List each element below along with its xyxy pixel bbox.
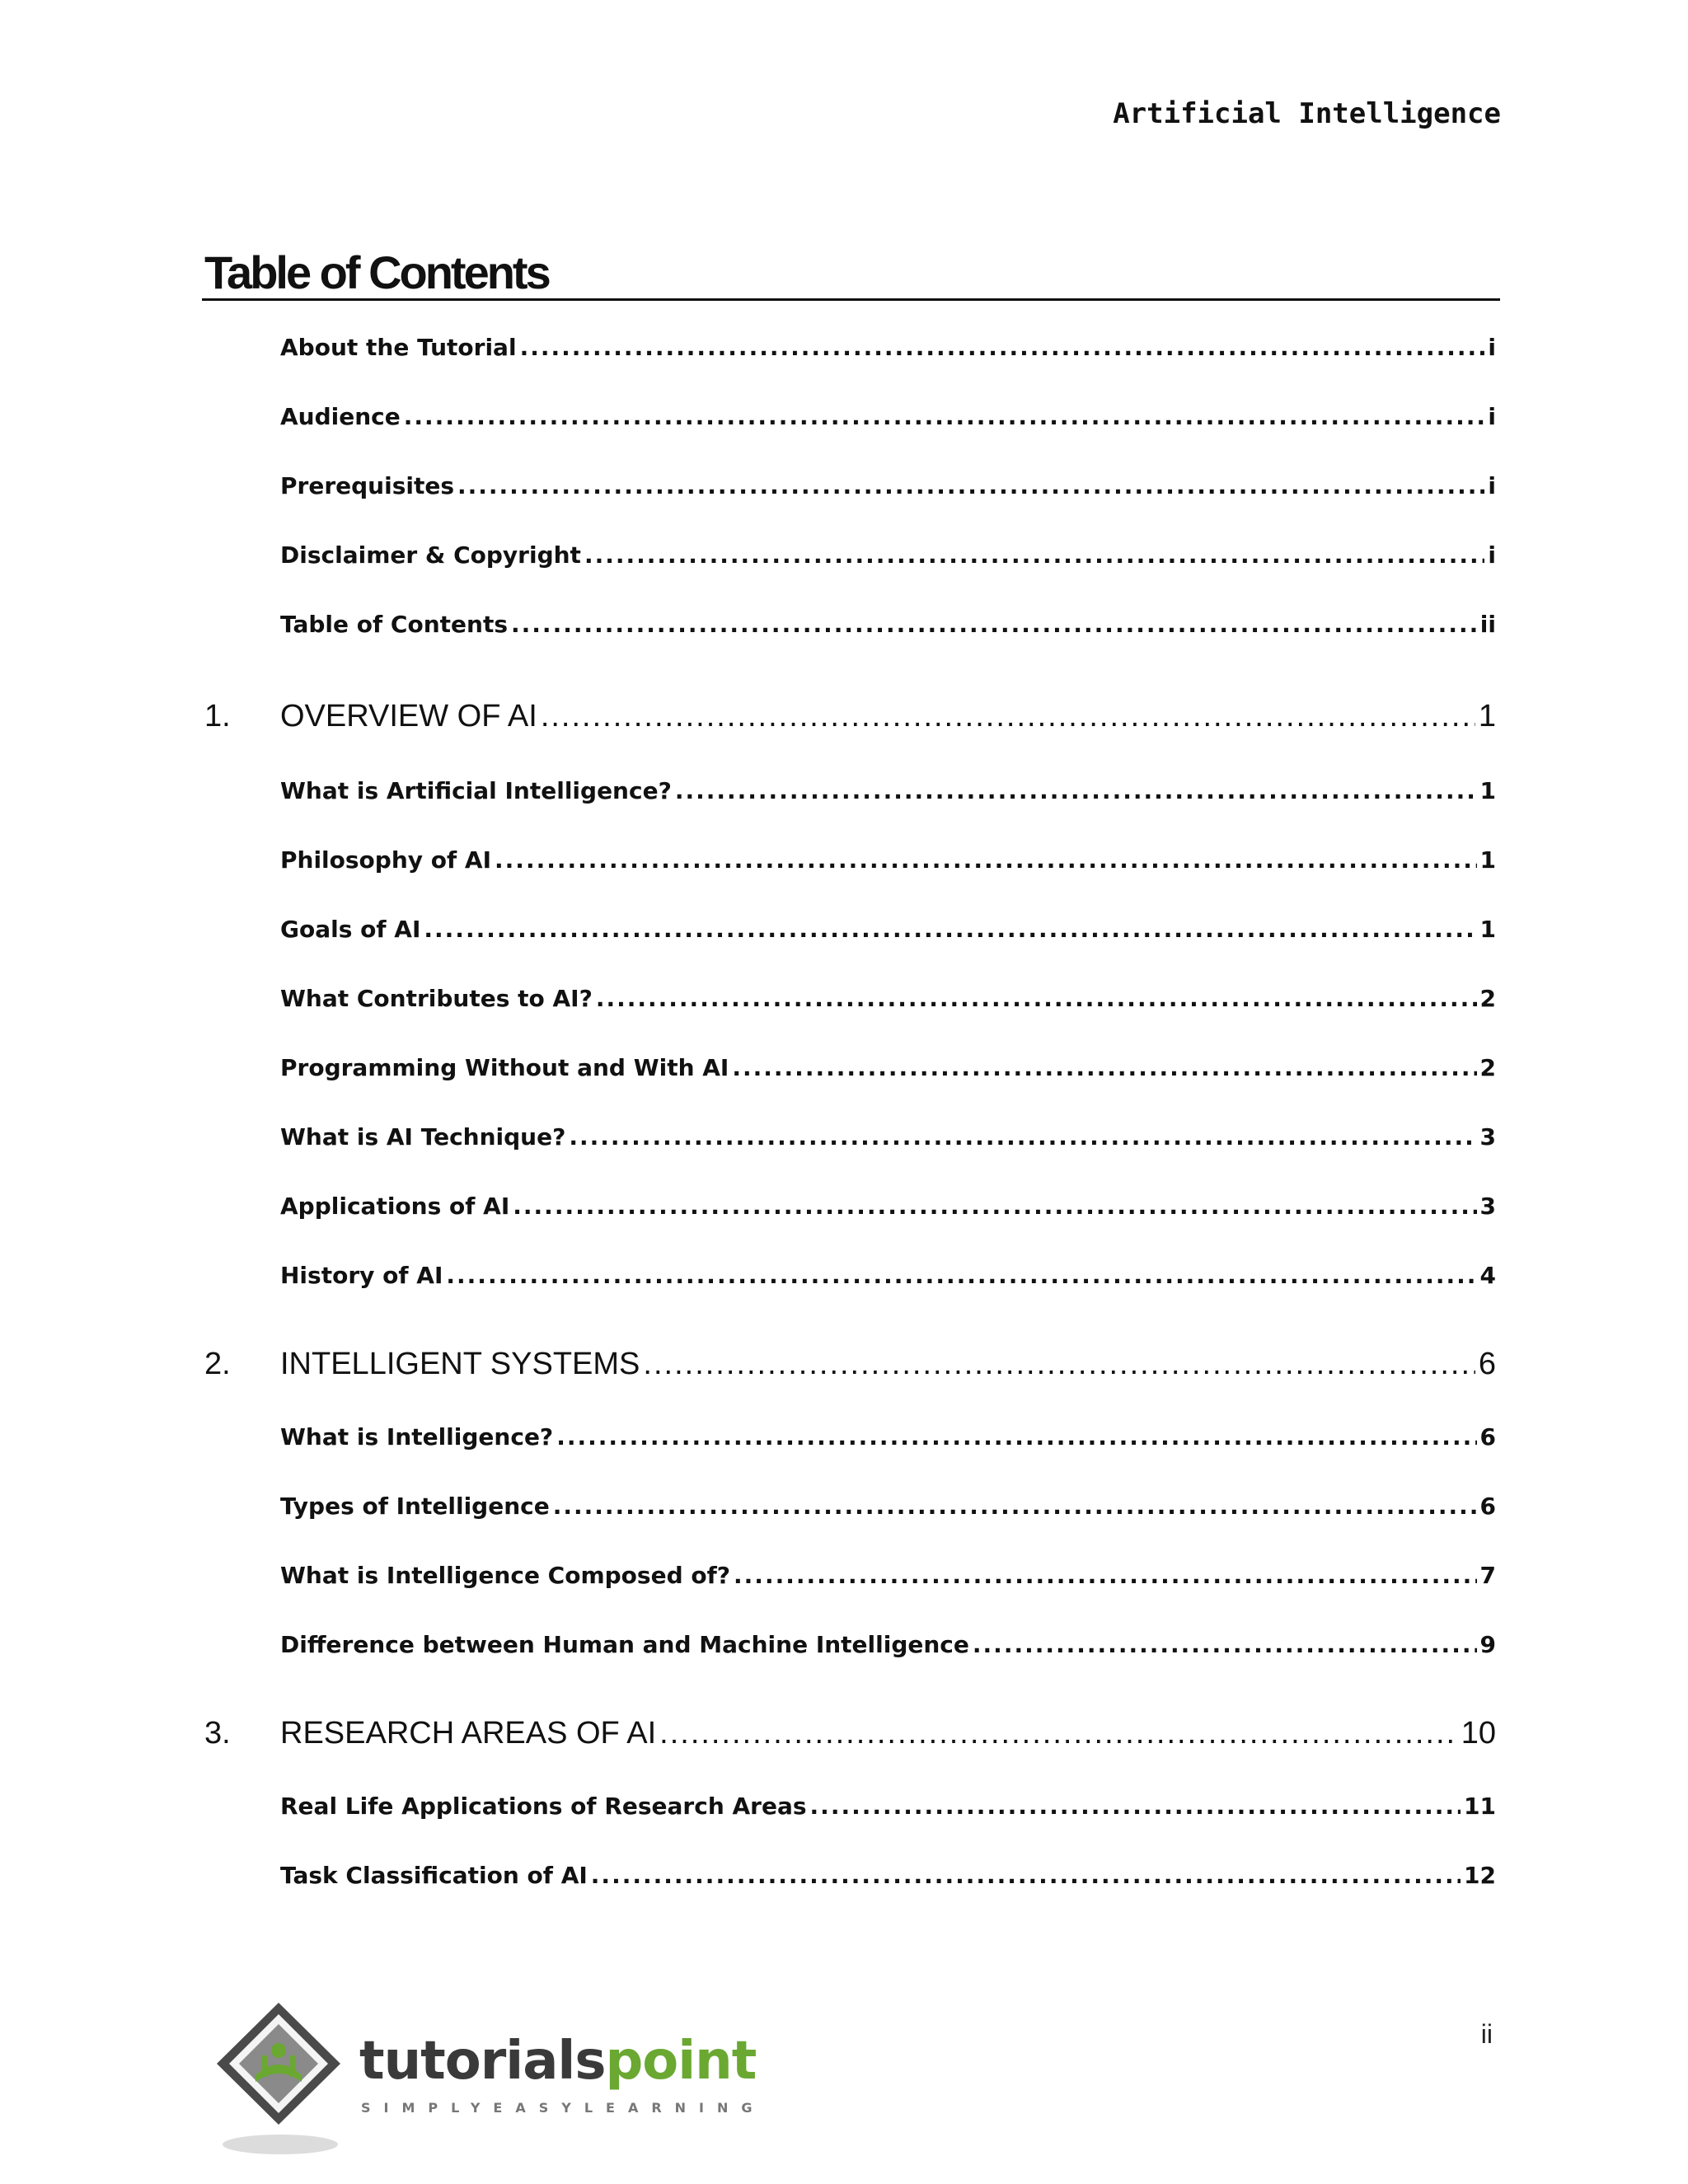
chapter-number: 3. [204,1716,231,1750]
toc-entry-page: ii [1479,611,1496,638]
chapter-number: 2. [204,1347,231,1381]
dot-leader [404,403,1485,430]
toc-chapter-page: 6 [1478,1347,1496,1381]
dot-leader [659,1716,1458,1751]
toc-entry-page: 7 [1479,1562,1496,1589]
dot-leader [584,541,1484,569]
toc-entry-label: Disclaimer & Copyright [280,541,581,569]
dot-leader [541,699,1475,734]
logo-wordmark: tutorialspoint [359,2031,757,2092]
toc-entry-page: 6 [1479,1423,1496,1451]
toc-entry-label: Philosophy of AI [280,846,492,874]
toc-entry-page: i [1488,334,1496,361]
toc-entry-ai-technique[interactable] [280,1123,1496,1151]
toc-entry-task-classification[interactable] [280,1862,1496,1889]
toc-entry-label: What is AI Technique? [280,1123,566,1151]
toc-entry-types-of-intelligence[interactable] [280,1493,1496,1520]
dot-leader [511,611,1477,638]
dot-leader [810,1793,1461,1820]
toc-entry-label: Goals of AI [280,916,421,943]
dot-leader [446,1262,1476,1289]
toc-entry-label: Applications of AI [280,1193,510,1220]
toc-entry-page: 9 [1479,1631,1496,1658]
toc-entry-page: 12 [1464,1862,1496,1889]
page-title: Table of Contents [204,246,549,298]
toc-entry-programming-with-ai[interactable] [280,1054,1496,1081]
tutorialspoint-logo [213,1996,766,2161]
title-underline [202,298,1500,301]
toc-entry-label: Programming Without and With AI [280,1054,729,1081]
toc-chapter-title: OVERVIEW OF AI [280,699,537,733]
toc-entry-real-life-applications[interactable] [280,1793,1496,1820]
toc-entry-label: What is Intelligence Composed of? [280,1562,731,1589]
toc-chapter-page: 10 [1461,1716,1496,1750]
toc-entry-what-contributes[interactable] [280,985,1496,1012]
dot-leader [556,1423,1476,1451]
toc-entry-page: i [1488,472,1496,499]
toc-entry-label: History of AI [280,1262,443,1289]
toc-chapter-page: 1 [1478,699,1496,733]
toc-entry-disclaimer[interactable] [280,541,1496,569]
toc-entry-page: 11 [1464,1793,1496,1820]
dot-leader [424,916,1476,943]
toc-entry-philosophy-of-ai[interactable] [280,846,1496,874]
page-number: ii [1480,2019,1493,2049]
dot-leader [675,777,1477,804]
dot-leader [596,985,1477,1012]
dot-leader [973,1631,1477,1658]
toc-entry-page: i [1488,403,1496,430]
toc-entry-label: Real Life Applications of Research Areas [280,1793,807,1820]
toc-entry-label: What Contributes to AI? [280,985,593,1012]
toc-entry-label: Difference between Human and Machine Intelligence [280,1631,969,1658]
toc-entry-label: About the Tutorial [280,334,517,361]
toc-entry-human-vs-machine[interactable] [280,1631,1496,1658]
dot-leader [520,334,1485,361]
toc-entry-label: Prerequisites [280,472,454,499]
toc-chapter-overview-of-ai[interactable] [280,699,1496,734]
toc-entry-label: Task Classification of AI [280,1862,588,1889]
toc-entry-label: Audience [280,403,401,430]
toc-entry-page: 2 [1479,985,1496,1012]
toc-entry-what-is-intelligence[interactable] [280,1423,1496,1451]
dot-leader [734,1562,1476,1589]
dot-leader [495,846,1476,874]
dot-leader [591,1862,1461,1889]
toc-entry-what-is-ai[interactable] [280,777,1496,804]
chapter-number: 1. [204,699,231,733]
running-header: Artificial Intelligence [1113,97,1501,130]
dot-leader [513,1193,1476,1220]
toc-entry-label: What is Artificial Intelligence? [280,777,672,804]
toc-chapter-title: RESEARCH AREAS OF AI [280,1716,657,1750]
toc-entry-table-of-contents[interactable] [280,611,1496,638]
toc-entry-page: 3 [1479,1123,1496,1151]
toc-entry-page: 3 [1479,1193,1496,1220]
toc-entry-audience[interactable] [280,403,1496,430]
toc-chapter-title: INTELLIGENT SYSTEMS [280,1347,640,1381]
toc-entry-page: 2 [1479,1054,1496,1081]
diamond-logo-icon [213,1996,361,2161]
toc-entry-label: What is Intelligence? [280,1423,554,1451]
dot-leader [732,1054,1476,1081]
toc-entry-about-tutorial[interactable] [280,334,1496,361]
toc-entry-applications-of-ai[interactable] [280,1193,1496,1220]
logo-tagline: SIMPLYEASYLEARNING [361,2100,766,2116]
toc-entry-goals-of-ai[interactable] [280,916,1496,943]
toc-entry-page: 1 [1479,846,1496,874]
toc-chapter-research-areas[interactable] [280,1716,1496,1751]
toc-entry-page: 4 [1479,1262,1496,1289]
dot-leader [553,1493,1477,1520]
toc-entry-prerequisites[interactable] [280,472,1496,499]
dot-leader [457,472,1484,499]
dot-leader [643,1347,1475,1382]
toc-entry-page: i [1488,541,1496,569]
dot-leader [569,1123,1476,1151]
toc-entry-intelligence-composed[interactable] [280,1562,1496,1589]
toc-entry-page: 6 [1479,1493,1496,1520]
toc-entry-label: Table of Contents [280,611,509,638]
toc-entry-history-of-ai[interactable] [280,1262,1496,1289]
toc-entry-page: 1 [1479,777,1496,804]
toc-chapter-intelligent-systems[interactable] [280,1347,1496,1382]
toc-entry-page: 1 [1479,916,1496,943]
toc-entry-label: Types of Intelligence [280,1493,550,1520]
